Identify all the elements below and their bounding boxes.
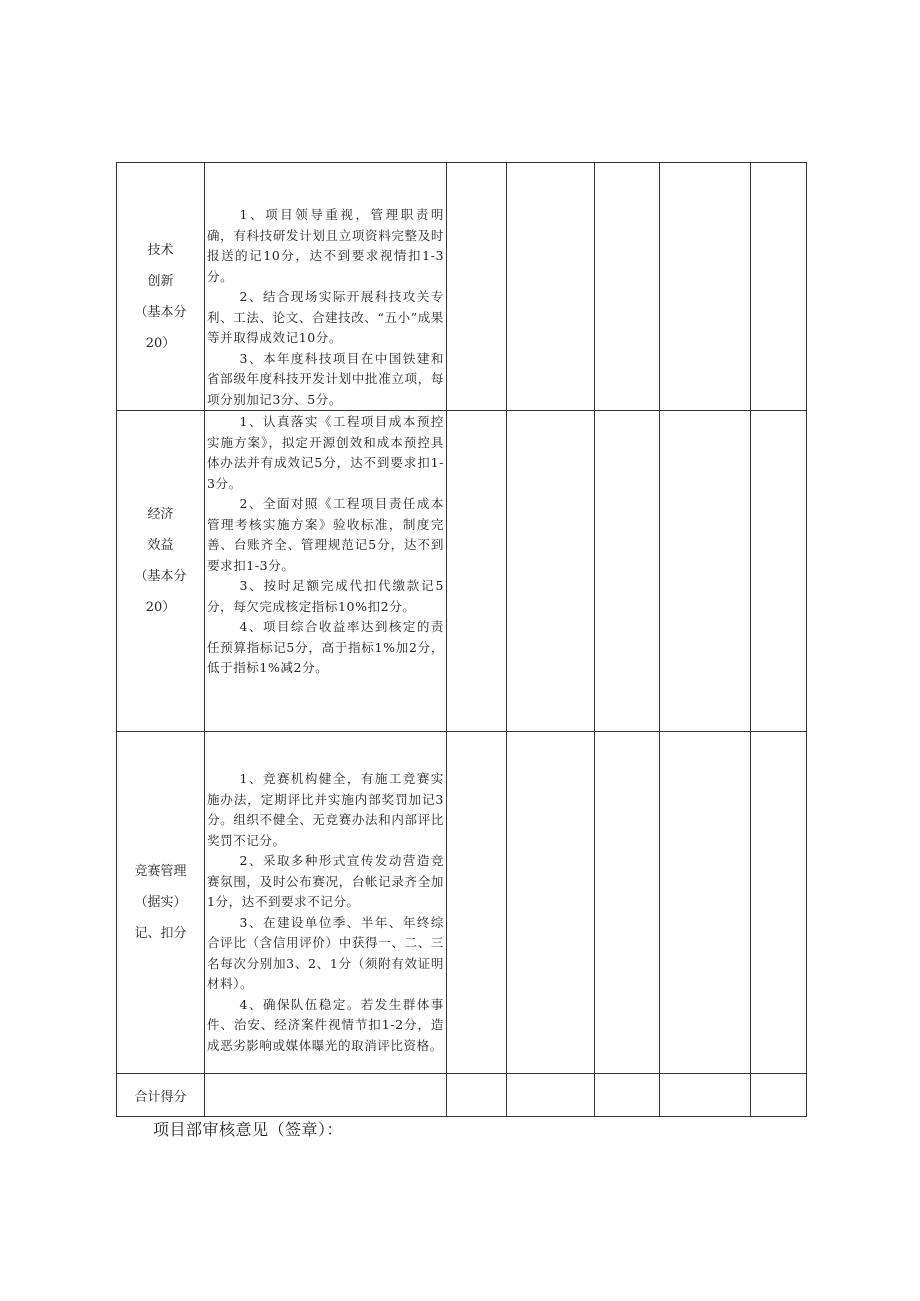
score-cell[interactable] [595, 732, 660, 1074]
category-line: （基本分 [134, 569, 187, 584]
category-line: 经济 [147, 507, 174, 522]
table-row [117, 732, 807, 1074]
table-row [117, 163, 807, 411]
category-line: 竞赛管理 [134, 864, 187, 879]
criteria-item: 4、项目综合收益率达到核定的责任预算指标记5分，高于指标1%加2分，低于指标1%减2分。 [207, 619, 444, 675]
criteria-item: 4、确保队伍稳定。若发生群体事件、治安、经济案件视情节扣1-2分，造成恶劣影响或媒体曝光的取消评比资格。 [207, 996, 444, 1053]
category-line: 记、扣分 [134, 926, 187, 941]
table-row [117, 411, 807, 732]
category-line: （据实） [134, 895, 187, 910]
score-cell[interactable] [507, 732, 595, 1074]
score-cell[interactable] [507, 411, 595, 732]
criteria-item: 1、项目领导重视，管理职责明确，有科技研发计划且立项资料完整及时报送的记10分，达不到要求视情扣1-3分。 [207, 207, 444, 284]
evaluation-table [116, 162, 807, 1117]
criteria-cell [205, 163, 447, 411]
category-cell [117, 163, 205, 411]
total-score-cell[interactable] [595, 1074, 660, 1117]
review-opinion-label: 项目部审核意见（签章）： [153, 1120, 344, 1139]
score-cell[interactable] [447, 732, 507, 1074]
total-criteria-cell[interactable] [205, 1074, 447, 1117]
score-cell[interactable] [660, 732, 751, 1074]
category-cell [117, 732, 205, 1074]
score-cell[interactable] [507, 163, 595, 411]
criteria-item: 3、按时足额完成代扣代缴款记5分，每欠完成核定指标10%扣2分。 [207, 578, 444, 614]
category-line: 效益 [147, 538, 174, 553]
score-cell[interactable] [660, 163, 751, 411]
category-line: 20） [145, 600, 176, 615]
total-score-cell[interactable] [660, 1074, 751, 1117]
category-line: 20） [145, 335, 176, 351]
criteria-item: 3、本年度科技项目在中国铁建和省部级年度科技开发计划中批准立项，每项分别加记3分、5分。 [207, 350, 444, 407]
total-score-cell[interactable] [751, 1074, 807, 1117]
criteria-item: 1、竞赛机构健全，有施工竞赛实施办法，定期评比并实施内部奖罚加记3分。组织不健全、无竞赛办法和内部评比奖罚不记分。 [207, 771, 444, 848]
criteria-item: 1、认真落实《工程项目成本预控实施方案》，拟定开源创效和成本预控具体办法并有成效记5分，达不到要求扣1-3分。 [207, 414, 444, 491]
criteria-item: 2、采取多种形式宣传发动营造竞赛氛围，及时公布赛况，台帐记录齐全加1分，达不到要求不记分。 [207, 853, 444, 909]
category-line: 技术 [147, 242, 174, 258]
score-cell[interactable] [751, 411, 807, 732]
criteria-cell [205, 411, 447, 732]
score-cell[interactable] [751, 732, 807, 1074]
criteria-item: 3、在建设单位季、半年、年终综合评比（含信用评价）中获得一、二、三名每次分别加3、2、1分（须附有效证明材料）。 [207, 914, 444, 991]
criteria-item: 2、全面对照《工程项目责任成本管理考核实施方案》验收标准，制度完善、台账齐全、管理规范记5分，达不到要求扣1-3分。 [207, 496, 444, 573]
criteria-item: 2、结合现场实际开展科技攻关专利、工法、论文、合建技改、“五小”成果等并取得成效记10分。 [207, 289, 444, 345]
score-cell[interactable] [447, 163, 507, 411]
category-cell [117, 411, 205, 732]
criteria-cell [205, 732, 447, 1074]
total-score-cell[interactable] [507, 1074, 595, 1117]
total-score-cell[interactable] [447, 1074, 507, 1117]
total-label: 合计得分 [117, 1074, 205, 1117]
score-cell[interactable] [751, 163, 807, 411]
category-line: 创新 [147, 273, 174, 289]
score-cell[interactable] [447, 411, 507, 732]
score-cell[interactable] [595, 411, 660, 732]
category-line: （基本分 [134, 304, 187, 320]
total-row [117, 1074, 807, 1117]
score-cell[interactable] [660, 411, 751, 732]
score-cell[interactable] [595, 163, 660, 411]
